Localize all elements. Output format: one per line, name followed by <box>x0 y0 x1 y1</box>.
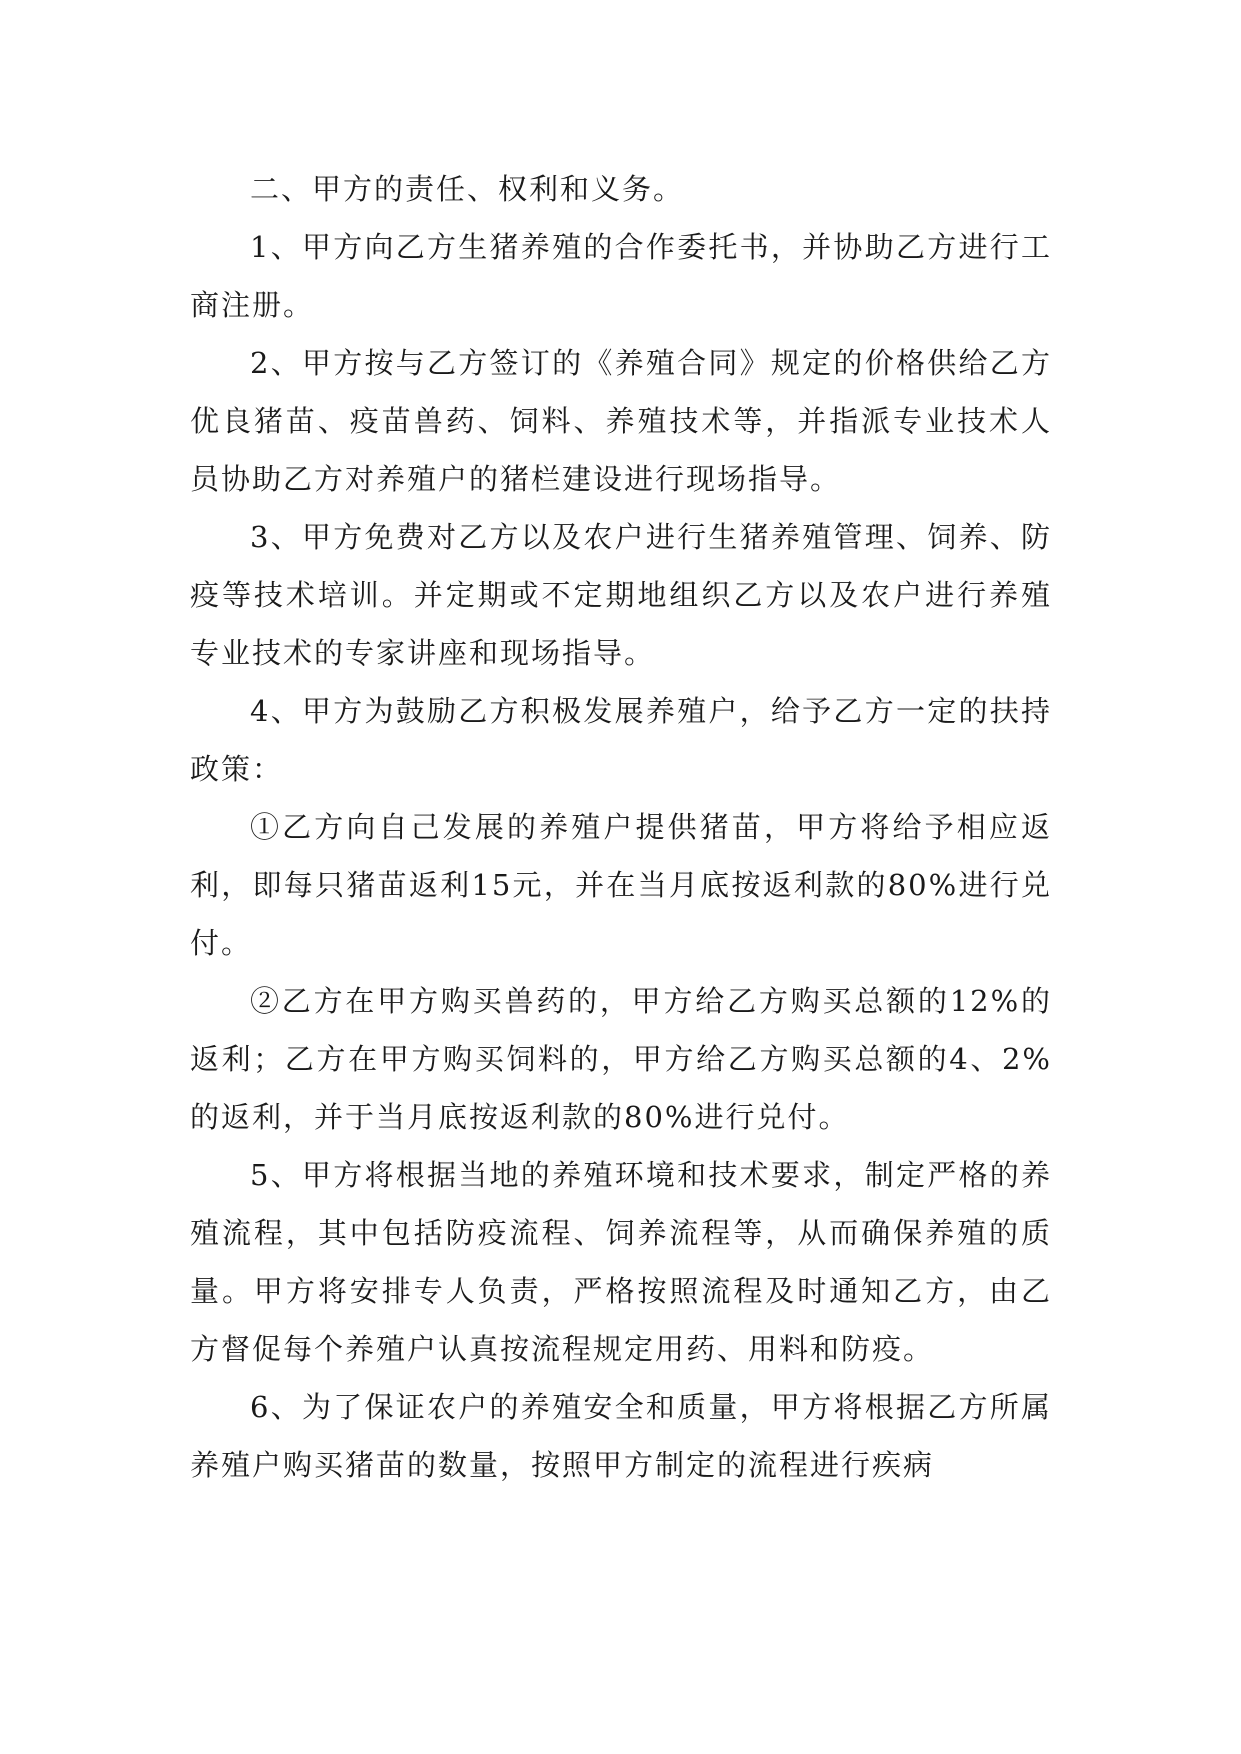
paragraph-item-6: 6、为了保证农户的养殖安全和质量，甲方将根据乙方所属养殖户购买猪苗的数量，按照甲方制定的流程进行疾病 <box>190 1390 1052 1482</box>
paragraph-subitem-2: ②乙方在甲方购买兽药的，甲方给乙方购买总额的12%的返利；乙方在甲方购买饲料的，甲方给乙方购买总额的4、2%的返利，并于当月底按返利款的80%进行兑付。 <box>190 984 1052 1134</box>
section-heading: 二、甲方的责任、权利和义务。 <box>250 172 685 206</box>
paragraph-item-3: 3、甲方免费对乙方以及农户进行生猪养殖管理、饲养、防疫等技术培训。并定期或不定期地组织乙方以及农户进行养殖专业技术的专家讲座和现场指导。 <box>190 520 1052 670</box>
paragraph-item-5: 5、甲方将根据当地的养殖环境和技术要求，制定严格的养殖流程，其中包括防疫流程、饲养流程等，从而确保养殖的质量。甲方将安排专人负责，严格按照流程及时通知乙方，由乙方督促每个养殖户认真按流程规定用药、用料和防疫。 <box>190 1158 1052 1366</box>
paragraph-item-2: 2、甲方按与乙方签订的《养殖合同》规定的价格供给乙方优良猪苗、疫苗兽药、饲料、养殖技术等，并指派专业技术人员协助乙方对养殖户的猪栏建设进行现场指导。 <box>190 346 1052 496</box>
document-body <box>190 160 1052 1494</box>
paragraph-item-1: 1、甲方向乙方生猪养殖的合作委托书，并协助乙方进行工商注册。 <box>190 230 1052 322</box>
paragraph-subitem-1: ①乙方向自己发展的养殖户提供猪苗，甲方将给予相应返利，即每只猪苗返利15元，并在当月底按返利款的80%进行兑付。 <box>190 810 1052 960</box>
paragraph-item-4: 4、甲方为鼓励乙方积极发展养殖户，给予乙方一定的扶持政策： <box>190 694 1052 786</box>
